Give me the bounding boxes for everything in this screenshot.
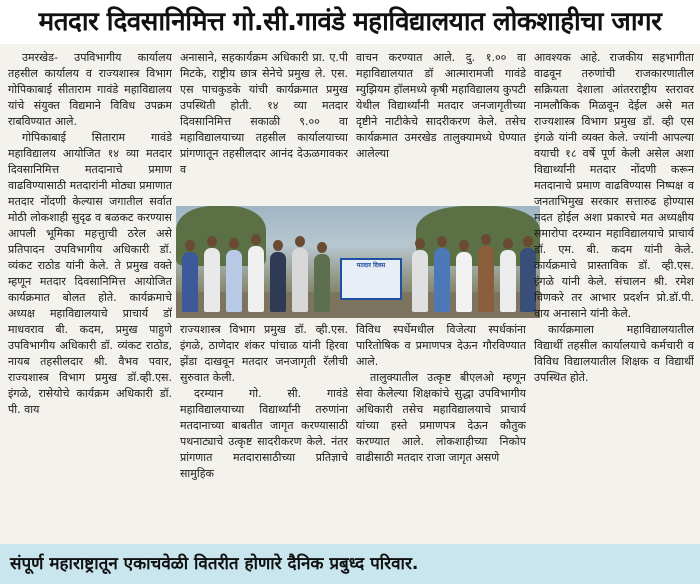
- paragraph: राज्यशास्त्र विभाग प्रमुख डॉ. व्ही.एस. इंगळे, ठाणेदार शंकर पांचाळ यांनी हिरवा झेंडा दाखवून मतदार जनजागृती रॅलीची सुरुवात केली.: [180, 323, 348, 384]
- photo-person: [226, 250, 242, 312]
- photo-person: [434, 248, 450, 312]
- paragraph: विविध स्पर्धेमधील विजेत्या स्पर्धकांना पारितोषिक व प्रमाणपत्र देऊन गौरविण्यात आले.: [356, 323, 526, 368]
- paragraph: तालुक्यातील उत्कृष्ट बीएलओ म्हणून सेवा केलेल्या शिक्षकांचे सुद्धा उपविभागीय अधिकारी तसेच महाविद्यालयाचे प्राचार्य यांच्या हस्ते प्रमाणपत्र देऊन कौतुक करण्यात आले. लोकशाहीच्या निकोप वाढीसाठी मतदार राजा जागृत असणे: [356, 371, 526, 464]
- paragraph: गोपिकाबाई सिताराम गावंडे महाविद्यालय आयोजित १४ व्या मतदार दिवसानिमित्त मतदानाचे प्रमाण वाढविण्यासाठी मतदारांनी मोठ्या प्रमाणात मतदार नोंदणी केल्यास जगातील सर्वात मोठी लोकशाही सुदृढ व बळकट करण्यास आपली भूमिका महत्तुाची ठरेल असे प्रतिपादन उपविभागीय अधिकारी डॉ. व्यंकट राठोड यांनी केले. ते प्रमुख वक्ते म्हणून मतदार दिवसानिमित्त आयोजित कार्यक्रमात बोलत होते. कार्यक्रमाचे अध्यक्ष महाविद्यालयाचे प्राचार्य डॉ माधवराव बी. कदम, प्रमुख पाहुणे उपविभागीय अधिकारी डॉ. व्यंकट राठोड, नायब तहसीलदार श्री. वैभव पवार, राज्यशास्त्र विभाग प्रमुख डॉ.व्ही.एस. इंगळे, रासेयोचे कार्यक्रम अधिकारी डॉ. पी. वाय: [8, 131, 172, 416]
- paragraph: वाचन करण्यात आले. दु. १.०० वा महाविद्यालयात डॉ आत्मारामजी गावंडे म्युझियम हॉलमध्ये कृषी महाविद्यालय कुपटी येथील विद्यार्थ्यांनी मतदार जनजागृतीच्या दृष्टीने नाटीकेचे सादरीकरण केले. तसेच कार्यक्रमात उमरखेड तालुक्यामध्ये घेण्यात आलेल्या: [356, 51, 526, 160]
- photo-person: [412, 250, 428, 312]
- photo-person: [182, 252, 198, 312]
- paragraph: दरम्यान गो. सी. गावंडे महाविद्यालयाच्या विद्यार्थ्यांनी तरुणांना मतदानाच्या बाबतीत जागृत करण्यासाठी पथनाट्याचे उत्कृष्ट सादरीकरण केले. नंतर प्रांगणात मतदारासाठीच्या प्रतिज्ञाचे सामुहिक: [180, 387, 348, 480]
- paragraph: आवश्यक आहे. राजकीय सहभागीता वाढवून तरुणांची राजकारणातील सक्रियता देशाला आंतरराष्ट्रीय स्तरावर नामलौकिक मिळवून देईल असे मत राज्यशास्त्र विभाग प्रमुख डॉ. व्ही एस इंगळे यांनी व्यक्त केले. ज्यांनी आपल्या वयाची १८ वर्षे पूर्ण केली असेल अशा विद्यार्थ्यांनी मतदार नोंदणी करून मतदानाचे प्रमाण वाढविण्यास निष्पक्ष व जनताभिमुख सरकार सत्तारुढ होण्यास मदत होईल अशा प्रकारचे मत अध्यक्षीय समारोपा दरम्यान महाविद्यालयाचे प्राचार्य डॉ. एम. बी. कदम यांनी केले. कार्यक्रमाचे प्रास्ताविक डॉ. व्ही.एस. इंगळे यांनी केले. संचालन श्री. रमेश विणकरे तर आभार प्रदर्शन प्रो.डॉ.पी. वाय अनासाने यांनी केले.: [534, 51, 694, 320]
- footer-tagline: संपूर्ण महाराष्ट्रातून एकाचवेळी वितरीत होणारे दैनिक प्रबुध्द परिवार.: [0, 544, 700, 584]
- photo-person: [500, 250, 516, 312]
- photo-person: [270, 252, 286, 312]
- photo-banner: मतदार दिवस: [340, 258, 402, 300]
- paragraph: उमरखेड- उपविभागीय कार्यालय तहसील कार्यालय व राज्यशास्त्र विभाग गोपिकाबाई सीताराम गावंडे महाविद्यालय यांचे संयुक्त विद्यमाने विविध उपक्रम राबविण्यात आले.: [8, 51, 172, 128]
- article-column-3-top: [356, 50, 526, 202]
- event-photo: [176, 206, 540, 318]
- article-column-2-bottom: [180, 322, 348, 538]
- photo-person: [292, 248, 308, 312]
- paragraph: अनासाने, सहकार्यक्रम अधिकारी प्रा. ए.पी मिटके, राष्ट्रीय छात्र सेनेचे प्रमुख ले. एस. एस पाचकुडके यांची कार्यक्रमात प्रमुख उपस्थिती होती. १४ व्या मतदार दिवसानिमित्त सकाळी ९.०० वा महाविद्यालयाच्या तहसील कार्यालयाच्या प्रांगणातून तहसीलदार आनंद देऊळगावकर व: [180, 51, 348, 176]
- paragraph: कार्यक्रमाला महाविद्यालयातील विद्यार्थी तहसील कार्यालयाचे कर्मचारी व विविध विद्यालयातील शिक्षक व विद्यार्थी उपस्थित होते.: [534, 323, 694, 384]
- article-column-1: [8, 50, 172, 538]
- article-column-4: [534, 50, 694, 538]
- article-column-2-top: [180, 50, 348, 202]
- photo-person: [314, 254, 330, 312]
- photo-person: [478, 246, 494, 312]
- headline: मतदार दिवसानिमित्त गो.सी.गावंडे महाविद्यालयात लोकशाहीचा जागर: [0, 0, 700, 44]
- photo-person: [456, 252, 472, 312]
- photo-person: [248, 246, 264, 312]
- photo-person: [204, 248, 220, 312]
- article-column-3-bottom: [356, 322, 526, 538]
